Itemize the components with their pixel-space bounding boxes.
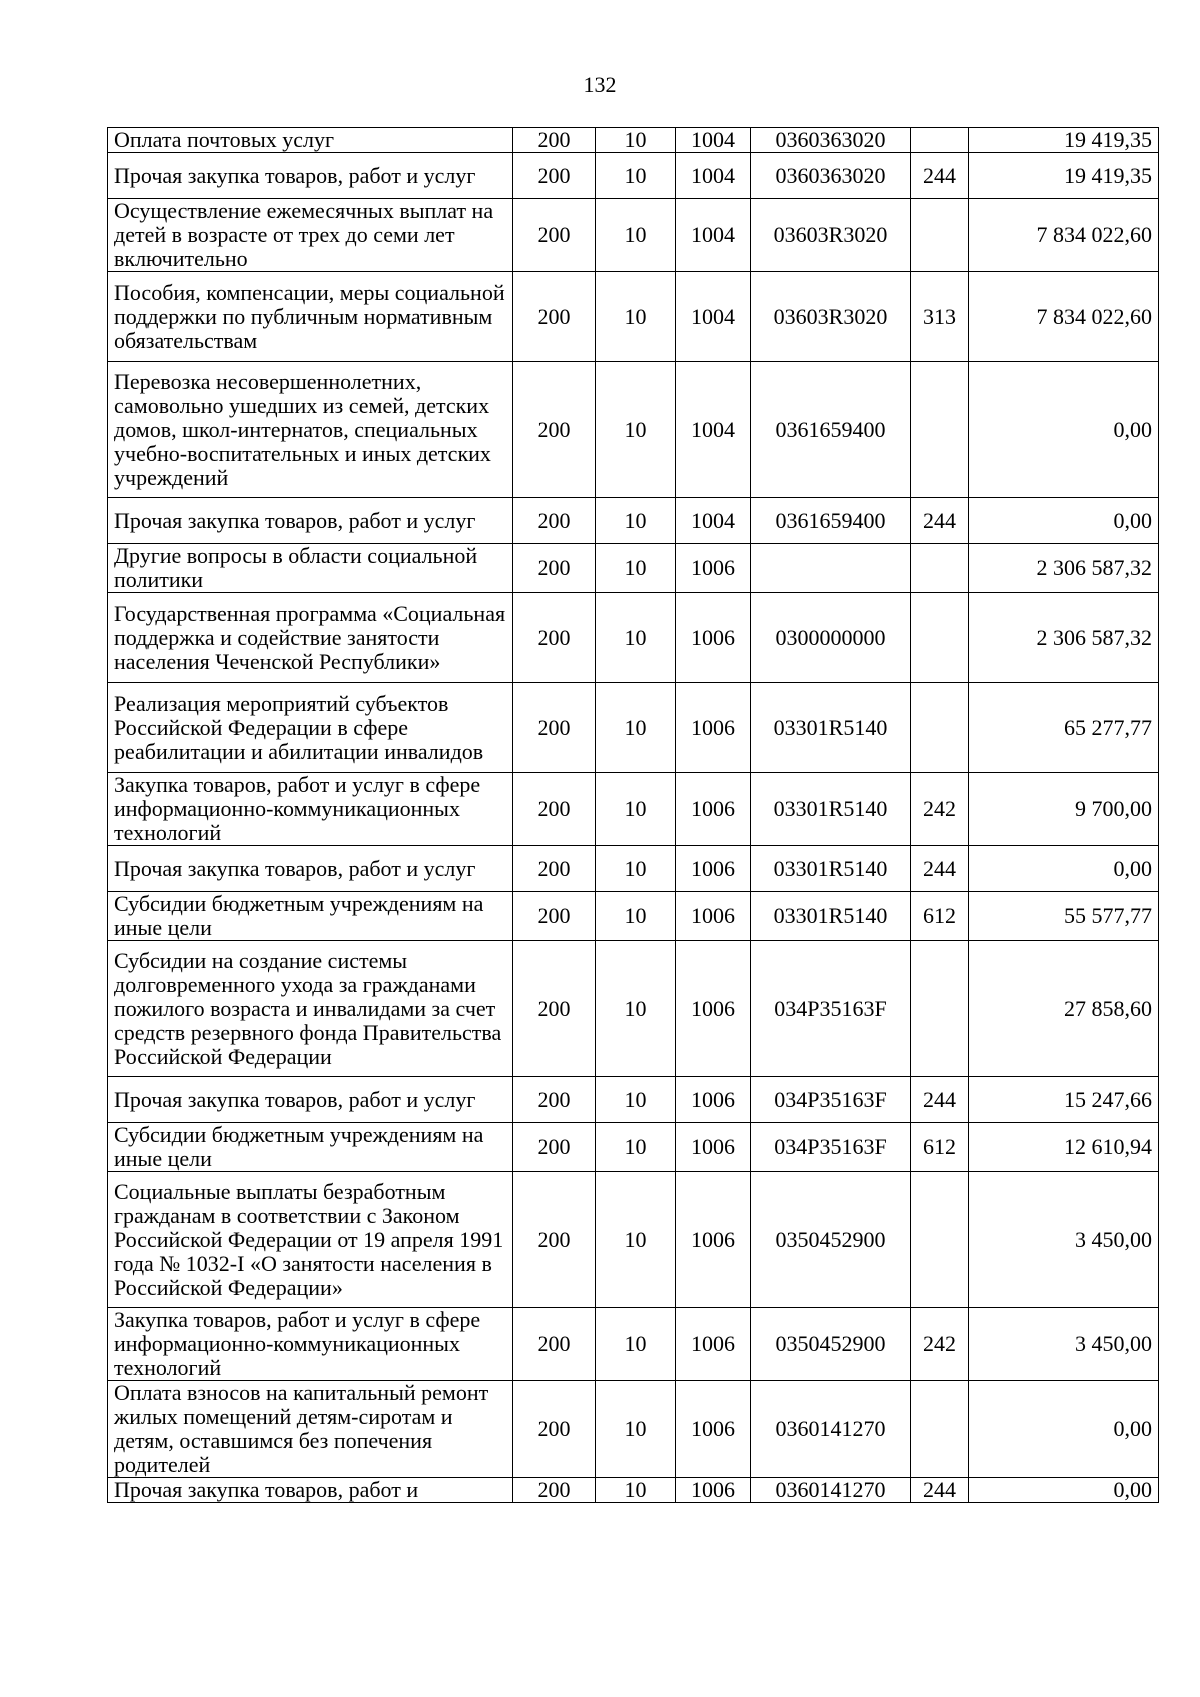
section-cell: 10 bbox=[596, 362, 676, 498]
target-item-cell: 0360363020 bbox=[751, 128, 911, 153]
admin-code-cell: 200 bbox=[513, 1381, 596, 1478]
expense-type-cell: 244 bbox=[911, 498, 969, 544]
section-cell: 10 bbox=[596, 128, 676, 153]
admin-code-cell: 200 bbox=[513, 362, 596, 498]
subsection-cell: 1004 bbox=[676, 272, 751, 362]
expense-type-cell bbox=[911, 1381, 969, 1478]
amount-cell: 12 610,94 bbox=[969, 1123, 1159, 1172]
section-cell: 10 bbox=[596, 1123, 676, 1172]
expense-type-cell bbox=[911, 199, 969, 272]
expense-name-cell: Прочая закупка товаров, работ и услуг bbox=[108, 846, 513, 892]
subsection-cell: 1004 bbox=[676, 362, 751, 498]
section-cell: 10 bbox=[596, 892, 676, 941]
table-row bbox=[108, 153, 1159, 199]
expense-name-cell: Субсидии бюджетным учреждениям на иные цели bbox=[108, 1123, 513, 1172]
subsection-cell: 1006 bbox=[676, 1478, 751, 1503]
admin-code-cell: 200 bbox=[513, 544, 596, 593]
amount-cell: 7 834 022,60 bbox=[969, 272, 1159, 362]
admin-code-cell: 200 bbox=[513, 1172, 596, 1308]
expense-name-cell: Прочая закупка товаров, работ и услуг bbox=[108, 498, 513, 544]
expense-name-cell: Закупка товаров, работ и услуг в сфере информационно-коммуникационных технологий bbox=[108, 1308, 513, 1381]
subsection-cell: 1004 bbox=[676, 153, 751, 199]
budget-table-body bbox=[108, 128, 1159, 1503]
amount-cell: 3 450,00 bbox=[969, 1172, 1159, 1308]
admin-code-cell: 200 bbox=[513, 272, 596, 362]
subsection-cell: 1006 bbox=[676, 773, 751, 846]
expense-name-cell: Закупка товаров, работ и услуг в сфере информационно-коммуникационных технологий bbox=[108, 773, 513, 846]
admin-code-cell: 200 bbox=[513, 199, 596, 272]
expense-name-cell: Прочая закупка товаров, работ и услуг bbox=[108, 1077, 513, 1123]
amount-cell: 9 700,00 bbox=[969, 773, 1159, 846]
target-item-cell: 0360141270 bbox=[751, 1478, 911, 1503]
target-item-cell: 0350452900 bbox=[751, 1172, 911, 1308]
admin-code-cell: 200 bbox=[513, 1478, 596, 1503]
table-row bbox=[108, 683, 1159, 773]
target-item-cell: 03301R5140 bbox=[751, 773, 911, 846]
table-row bbox=[108, 1123, 1159, 1172]
section-cell: 10 bbox=[596, 153, 676, 199]
subsection-cell: 1006 bbox=[676, 1172, 751, 1308]
target-item-cell: 034P35163F bbox=[751, 941, 911, 1077]
amount-cell: 0,00 bbox=[969, 498, 1159, 544]
expense-name-cell: Прочая закупка товаров, работ и услуг bbox=[108, 153, 513, 199]
expense-type-cell bbox=[911, 683, 969, 773]
table-row bbox=[108, 362, 1159, 498]
expense-type-cell: 242 bbox=[911, 773, 969, 846]
subsection-cell: 1006 bbox=[676, 593, 751, 683]
subsection-cell: 1006 bbox=[676, 683, 751, 773]
amount-cell: 0,00 bbox=[969, 846, 1159, 892]
amount-cell: 2 306 587,32 bbox=[969, 593, 1159, 683]
section-cell: 10 bbox=[596, 773, 676, 846]
section-cell: 10 bbox=[596, 199, 676, 272]
expense-name-cell: Другие вопросы в области социальной политики bbox=[108, 544, 513, 593]
table-row bbox=[108, 498, 1159, 544]
target-item-cell bbox=[751, 544, 911, 593]
subsection-cell: 1006 bbox=[676, 892, 751, 941]
expense-type-cell bbox=[911, 128, 969, 153]
admin-code-cell: 200 bbox=[513, 846, 596, 892]
table-row bbox=[108, 1381, 1159, 1478]
table-row bbox=[108, 199, 1159, 272]
table-row bbox=[108, 1172, 1159, 1308]
section-cell: 10 bbox=[596, 941, 676, 1077]
expense-type-cell bbox=[911, 544, 969, 593]
target-item-cell: 034P35163F bbox=[751, 1123, 911, 1172]
expense-type-cell: 244 bbox=[911, 846, 969, 892]
expense-type-cell: 612 bbox=[911, 1123, 969, 1172]
admin-code-cell: 200 bbox=[513, 941, 596, 1077]
admin-code-cell: 200 bbox=[513, 773, 596, 846]
admin-code-cell: 200 bbox=[513, 593, 596, 683]
expense-type-cell bbox=[911, 362, 969, 498]
section-cell: 10 bbox=[596, 846, 676, 892]
amount-cell: 15 247,66 bbox=[969, 1077, 1159, 1123]
target-item-cell: 03301R5140 bbox=[751, 683, 911, 773]
target-item-cell: 0300000000 bbox=[751, 593, 911, 683]
budget-table bbox=[107, 127, 1159, 1503]
table-row bbox=[108, 272, 1159, 362]
table-row bbox=[108, 846, 1159, 892]
expense-name-cell: Государственная программа «Социальная поддержка и содействие занятости населения Чеченской Республики» bbox=[108, 593, 513, 683]
expense-type-cell bbox=[911, 593, 969, 683]
table-row bbox=[108, 128, 1159, 153]
subsection-cell: 1004 bbox=[676, 199, 751, 272]
subsection-cell: 1006 bbox=[676, 846, 751, 892]
admin-code-cell: 200 bbox=[513, 153, 596, 199]
target-item-cell: 034P35163F bbox=[751, 1077, 911, 1123]
target-item-cell: 03301R5140 bbox=[751, 892, 911, 941]
section-cell: 10 bbox=[596, 1172, 676, 1308]
amount-cell: 3 450,00 bbox=[969, 1308, 1159, 1381]
section-cell: 10 bbox=[596, 683, 676, 773]
subsection-cell: 1006 bbox=[676, 1123, 751, 1172]
admin-code-cell: 200 bbox=[513, 1308, 596, 1381]
subsection-cell: 1004 bbox=[676, 498, 751, 544]
expense-name-cell: Социальные выплаты безработным гражданам в соответствии с Законом Российской Федерации от 19 апреля 1991 года № 1032-I «О занятости населения в Российской Федерации» bbox=[108, 1172, 513, 1308]
admin-code-cell: 200 bbox=[513, 498, 596, 544]
admin-code-cell: 200 bbox=[513, 1077, 596, 1123]
target-item-cell: 03603R3020 bbox=[751, 199, 911, 272]
target-item-cell: 0361659400 bbox=[751, 362, 911, 498]
table-row bbox=[108, 593, 1159, 683]
expense-name-cell: Оплата почтовых услуг bbox=[108, 128, 513, 153]
expense-type-cell: 242 bbox=[911, 1308, 969, 1381]
amount-cell: 7 834 022,60 bbox=[969, 199, 1159, 272]
subsection-cell: 1004 bbox=[676, 128, 751, 153]
expense-name-cell: Осуществление ежемесячных выплат на детей в возрасте от трех до семи лет включительно bbox=[108, 199, 513, 272]
expense-type-cell bbox=[911, 1172, 969, 1308]
table-row bbox=[108, 1478, 1159, 1503]
target-item-cell: 0360363020 bbox=[751, 153, 911, 199]
target-item-cell: 0361659400 bbox=[751, 498, 911, 544]
table-row bbox=[108, 1308, 1159, 1381]
section-cell: 10 bbox=[596, 544, 676, 593]
target-item-cell: 03301R5140 bbox=[751, 846, 911, 892]
admin-code-cell: 200 bbox=[513, 892, 596, 941]
expense-type-cell: 244 bbox=[911, 153, 969, 199]
expense-type-cell: 244 bbox=[911, 1478, 969, 1503]
section-cell: 10 bbox=[596, 1381, 676, 1478]
amount-cell: 65 277,77 bbox=[969, 683, 1159, 773]
admin-code-cell: 200 bbox=[513, 128, 596, 153]
subsection-cell: 1006 bbox=[676, 1381, 751, 1478]
expense-type-cell: 244 bbox=[911, 1077, 969, 1123]
subsection-cell: 1006 bbox=[676, 941, 751, 1077]
expense-name-cell: Оплата взносов на капитальный ремонт жилых помещений детям-сиротам и детям, оставшимся без попечения родителей bbox=[108, 1381, 513, 1478]
amount-cell: 27 858,60 bbox=[969, 941, 1159, 1077]
expense-name-cell: Перевозка несовершеннолетних, самовольно ушедших из семей, детских домов, школ-интернатов, специальных учебно-воспитательных и иных детских учреждений bbox=[108, 362, 513, 498]
target-item-cell: 0360141270 bbox=[751, 1381, 911, 1478]
amount-cell: 2 306 587,32 bbox=[969, 544, 1159, 593]
subsection-cell: 1006 bbox=[676, 1077, 751, 1123]
section-cell: 10 bbox=[596, 1077, 676, 1123]
table-row bbox=[108, 941, 1159, 1077]
expense-name-cell: Субсидии на создание системы долговременного ухода за гражданами пожилого возраста и инвалидами за счет средств резервного фонда Правительства Российской Федерации bbox=[108, 941, 513, 1077]
target-item-cell: 03603R3020 bbox=[751, 272, 911, 362]
amount-cell: 55 577,77 bbox=[969, 892, 1159, 941]
subsection-cell: 1006 bbox=[676, 544, 751, 593]
expense-type-cell: 313 bbox=[911, 272, 969, 362]
amount-cell: 19 419,35 bbox=[969, 153, 1159, 199]
amount-cell: 0,00 bbox=[969, 1381, 1159, 1478]
page-number: 132 bbox=[583, 72, 617, 97]
section-cell: 10 bbox=[596, 498, 676, 544]
amount-cell: 19 419,35 bbox=[969, 128, 1159, 153]
table-row bbox=[108, 773, 1159, 846]
table-row bbox=[108, 544, 1159, 593]
section-cell: 10 bbox=[596, 272, 676, 362]
table-row bbox=[108, 1077, 1159, 1123]
expense-name-cell: Пособия, компенсации, меры социальной поддержки по публичным нормативным обязательствам bbox=[108, 272, 513, 362]
section-cell: 10 bbox=[596, 1478, 676, 1503]
section-cell: 10 bbox=[596, 1308, 676, 1381]
admin-code-cell: 200 bbox=[513, 683, 596, 773]
expense-name-cell: Реализация мероприятий субъектов Российской Федерации в сфере реабилитации и абилитации инвалидов bbox=[108, 683, 513, 773]
expense-type-cell: 612 bbox=[911, 892, 969, 941]
expense-name-cell: Субсидии бюджетным учреждениям на иные цели bbox=[108, 892, 513, 941]
admin-code-cell: 200 bbox=[513, 1123, 596, 1172]
amount-cell: 0,00 bbox=[969, 362, 1159, 498]
expense-name-cell: Прочая закупка товаров, работ и bbox=[108, 1478, 513, 1503]
expense-type-cell bbox=[911, 941, 969, 1077]
amount-cell: 0,00 bbox=[969, 1478, 1159, 1503]
target-item-cell: 0350452900 bbox=[751, 1308, 911, 1381]
section-cell: 10 bbox=[596, 593, 676, 683]
subsection-cell: 1006 bbox=[676, 1308, 751, 1381]
table-row bbox=[108, 892, 1159, 941]
